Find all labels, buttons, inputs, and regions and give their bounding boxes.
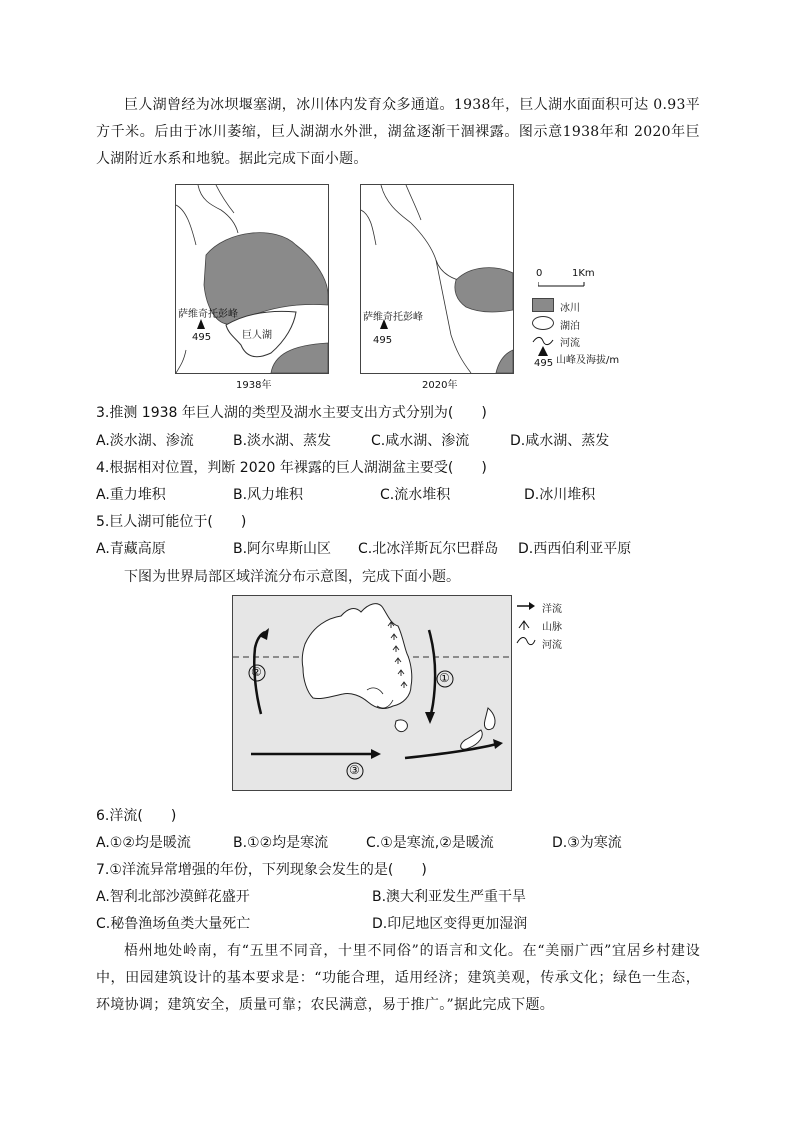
- caption-2020: 2020年: [422, 380, 458, 391]
- q3-option-b[interactable]: B.淡水湖、蒸发: [233, 433, 332, 449]
- q5-option-d[interactable]: D.西西伯利亚平原: [518, 541, 632, 557]
- glacier-legend-icon: [532, 298, 554, 312]
- legend-peak: 山峰及海拔/m: [556, 355, 620, 366]
- q6-option-b[interactable]: B.①②均是寒流: [233, 835, 329, 851]
- q3-option-c[interactable]: C.咸水湖、渗流: [371, 433, 470, 449]
- scale-km: 1Km: [572, 268, 595, 279]
- map-2020: [360, 184, 514, 374]
- q7-stem: 7.①洋流异常增强的年份，下列现象会发生的是( ): [96, 862, 427, 878]
- q7-option-a[interactable]: A.智利北部沙漠鲜花盛开: [96, 889, 250, 905]
- q6-option-a[interactable]: A.①②均是暖流: [96, 835, 191, 851]
- peak-height-1938: 495: [192, 332, 212, 343]
- ocean-map-legend: [516, 598, 576, 652]
- q7-option-d[interactable]: D.印尼地区变得更加湿润: [372, 916, 528, 932]
- q5-option-b[interactable]: B.阿尔卑斯山区: [233, 541, 332, 557]
- intro-paragraph-wuzhou: 梧州地处岭南，有“五里不同音，十里不同俗”的语言和文化。在“美丽广西”宜居乡村建设中，田园建筑设计的基本要求是：“功能合理，适用经济；建筑美观，传承文化；绿色一生态，环境协调；建筑安全，质量可靠；农民满意，易于推广。”据此完成下题。: [96, 943, 700, 1013]
- intro-paragraph-currents: 下图为世界局部区域洋流分布示意图，完成下面小题。: [124, 569, 460, 585]
- scale-bar: [538, 282, 598, 290]
- scale-zero: 0: [536, 268, 543, 279]
- q4-option-c[interactable]: C.流水堆积: [380, 487, 451, 503]
- q4-option-a[interactable]: A.重力堆积: [96, 487, 166, 503]
- legend-lake: 湖泊: [560, 321, 580, 332]
- q6-stem: 6.洋流( ): [96, 808, 177, 824]
- lake-legend-icon: [532, 316, 554, 330]
- peak-name-1938: 萨维奇托彭峰: [178, 309, 238, 320]
- ocean-current-drawing: [233, 596, 511, 790]
- q5-option-c[interactable]: C.北冰洋斯瓦尔巴群岛: [358, 541, 499, 557]
- lake-label: 巨人湖: [242, 330, 272, 341]
- legend-peak-height: 495: [534, 358, 554, 369]
- map1-legend: [532, 268, 642, 368]
- q6-option-c[interactable]: C.①是寒流,②是暖流: [366, 835, 494, 851]
- current-label-1: ①: [439, 671, 450, 685]
- current-label-2: ②: [251, 665, 262, 679]
- q6-option-d[interactable]: D.③为寒流: [552, 835, 622, 851]
- map-1938-drawing: [176, 185, 328, 373]
- legend-mountain: 山脉: [542, 622, 562, 633]
- peak-height-2020: 495: [373, 335, 393, 346]
- river-legend-icon: [532, 336, 554, 346]
- intro-paragraph-giant-lake: 巨人湖曾经为冰坝堰塞湖，冰川体内发育众多通道。1938年，巨人湖水面面积可达 0.93平方千米。后由于冰川萎缩，巨人湖湖水外泄，湖盆逐渐干涸裸露。图示意1938年和 2020年巨人湖附近水系和地貌。据此完成下面小题。: [96, 97, 700, 167]
- q3-option-a[interactable]: A.淡水湖、渗流: [96, 433, 194, 449]
- q4-option-d[interactable]: D.冰川堆积: [524, 487, 596, 503]
- peak-name-2020: 萨维奇托彭峰: [363, 312, 423, 323]
- legend-ocean-river: 河流: [542, 640, 562, 651]
- ocean-current-map: [232, 595, 512, 791]
- q4-stem: 4.根据相对位置，判断 2020 年裸露的巨人湖湖盆主要受( ): [96, 460, 487, 476]
- map-1938: [175, 184, 329, 374]
- q5-option-a[interactable]: A.青藏高原: [96, 541, 166, 557]
- peak-legend-icon: [538, 346, 550, 358]
- current-label-3: ③: [349, 763, 360, 777]
- q3-option-d[interactable]: D.咸水湖、蒸发: [510, 433, 610, 449]
- q4-option-b[interactable]: B.风力堆积: [233, 487, 304, 503]
- peak-icon: [197, 319, 205, 329]
- legend-river: 河流: [560, 338, 580, 349]
- q7-option-c[interactable]: C.秘鲁渔场鱼类大量死亡: [96, 916, 251, 932]
- legend-glacier: 冰川: [560, 303, 580, 314]
- ocean-legend-icons: [516, 598, 536, 648]
- q3-stem: 3.推测 1938 年巨人湖的类型及湖水主要支出方式分别为( ): [96, 405, 487, 421]
- caption-1938: 1938年: [236, 380, 272, 391]
- q5-stem: 5.巨人湖可能位于( ): [96, 514, 247, 530]
- legend-current: 洋流: [542, 604, 562, 615]
- q7-option-b[interactable]: B.澳大利亚发生严重干旱: [372, 889, 527, 905]
